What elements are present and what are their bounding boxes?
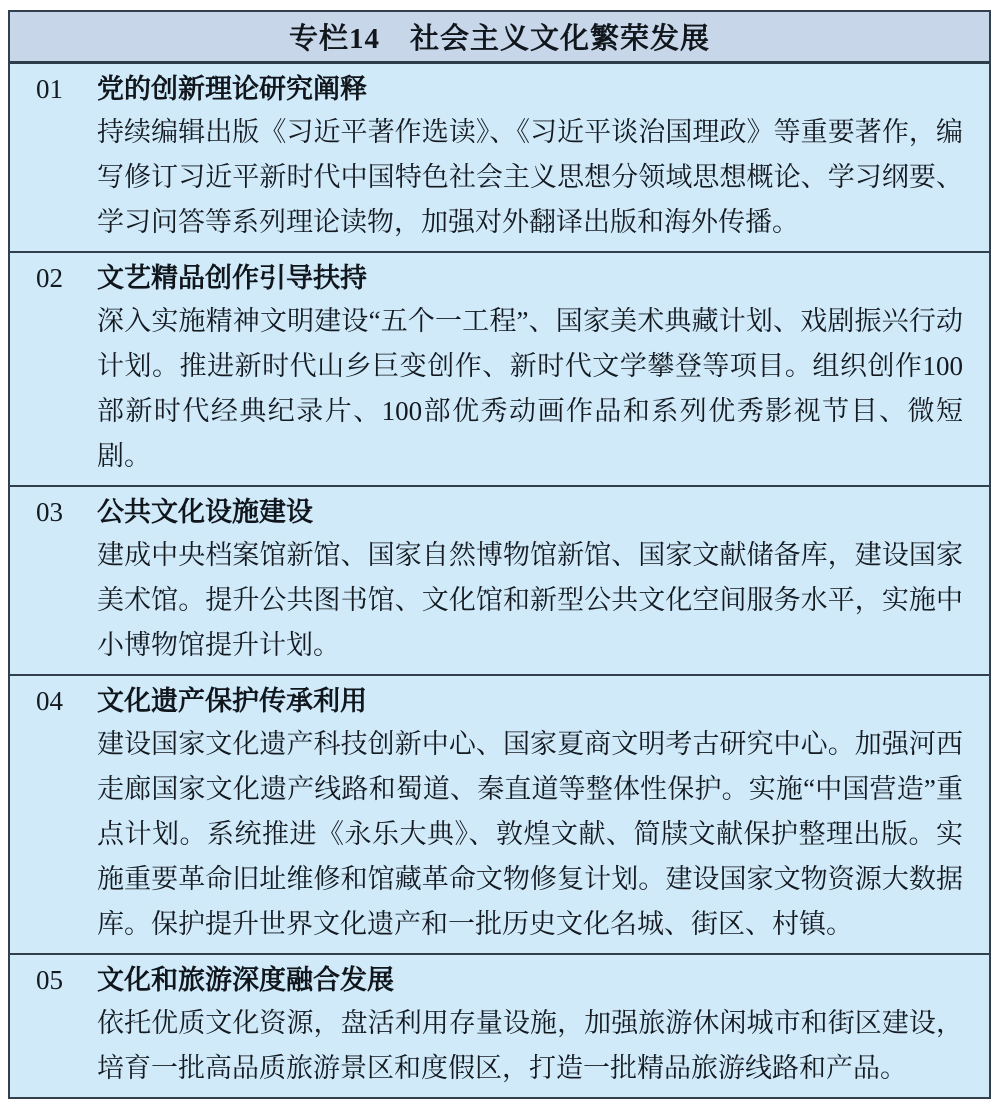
section-number: 02 xyxy=(36,263,63,293)
section-04 xyxy=(10,674,989,953)
section-05 xyxy=(10,953,989,1097)
section-heading: 文化遗产保护传承利用 xyxy=(97,686,367,716)
section-number: 05 xyxy=(36,965,63,995)
section-01 xyxy=(10,64,989,251)
section-head xyxy=(36,258,963,298)
section-03 xyxy=(10,485,989,674)
section-head xyxy=(36,69,963,109)
section-body: 依托优质文化资源，盘活利用存量设施，加强旅游休闲城市和街区建设，培育一批高品质旅游景区和度假区，打造一批精品旅游线路和产品。 xyxy=(97,1008,963,1083)
section-body: 建设国家文化遗产科技创新中心、国家夏商文明考古研究中心。加强河西走廊国家文化遗产线路和蜀道、秦直道等整体性保护。实施“中国营造”重点计划。系统推进《永乐大典》、敦煌文献、简牍文献保护整理出版。实施重要革命旧址维修和馆藏革命文物修复计划。建设国家文物资源大数据库。保护提升世界文化遗产和一批历史文化名城、街区、村镇。 xyxy=(97,729,963,939)
section-body: 建成中央档案馆新馆、国家自然博物馆新馆、国家文献储备库，建设国家美术馆。提升公共图书馆、文化馆和新型公共文化空间服务水平，实施中小博物馆提升计划。 xyxy=(97,540,963,660)
panel-title: 专栏14 社会主义文化繁荣发展 xyxy=(288,23,710,55)
section-number: 03 xyxy=(36,497,63,527)
column-box-panel xyxy=(8,10,991,1099)
section-head xyxy=(36,492,963,532)
section-02 xyxy=(10,251,989,485)
section-heading: 公共文化设施建设 xyxy=(97,497,313,527)
section-heading: 文艺精品创作引导扶持 xyxy=(97,263,367,293)
section-head xyxy=(36,681,963,721)
section-number: 01 xyxy=(36,74,63,104)
section-heading: 党的创新理论研究阐释 xyxy=(97,74,367,104)
section-heading: 文化和旅游深度融合发展 xyxy=(97,965,394,995)
section-head xyxy=(36,960,963,1000)
panel-header xyxy=(10,12,989,64)
section-body: 持续编辑出版《习近平著作选读》、《习近平谈治国理政》等重要著作，编写修订习近平新时代中国特色社会主义思想分领域思想概论、学习纲要、学习问答等系列理论读物，加强对外翻译出版和海外传播。 xyxy=(97,117,963,237)
section-body: 深入实施精神文明建设“五个一工程”、国家美术典藏计划、戏剧振兴行动计划。推进新时代山乡巨变创作、新时代文学攀登等项目。组织创作100部新时代经典纪录片、100部优秀动画作品和系列优秀影视节目、微短剧。 xyxy=(97,306,963,471)
section-number: 04 xyxy=(36,686,63,716)
